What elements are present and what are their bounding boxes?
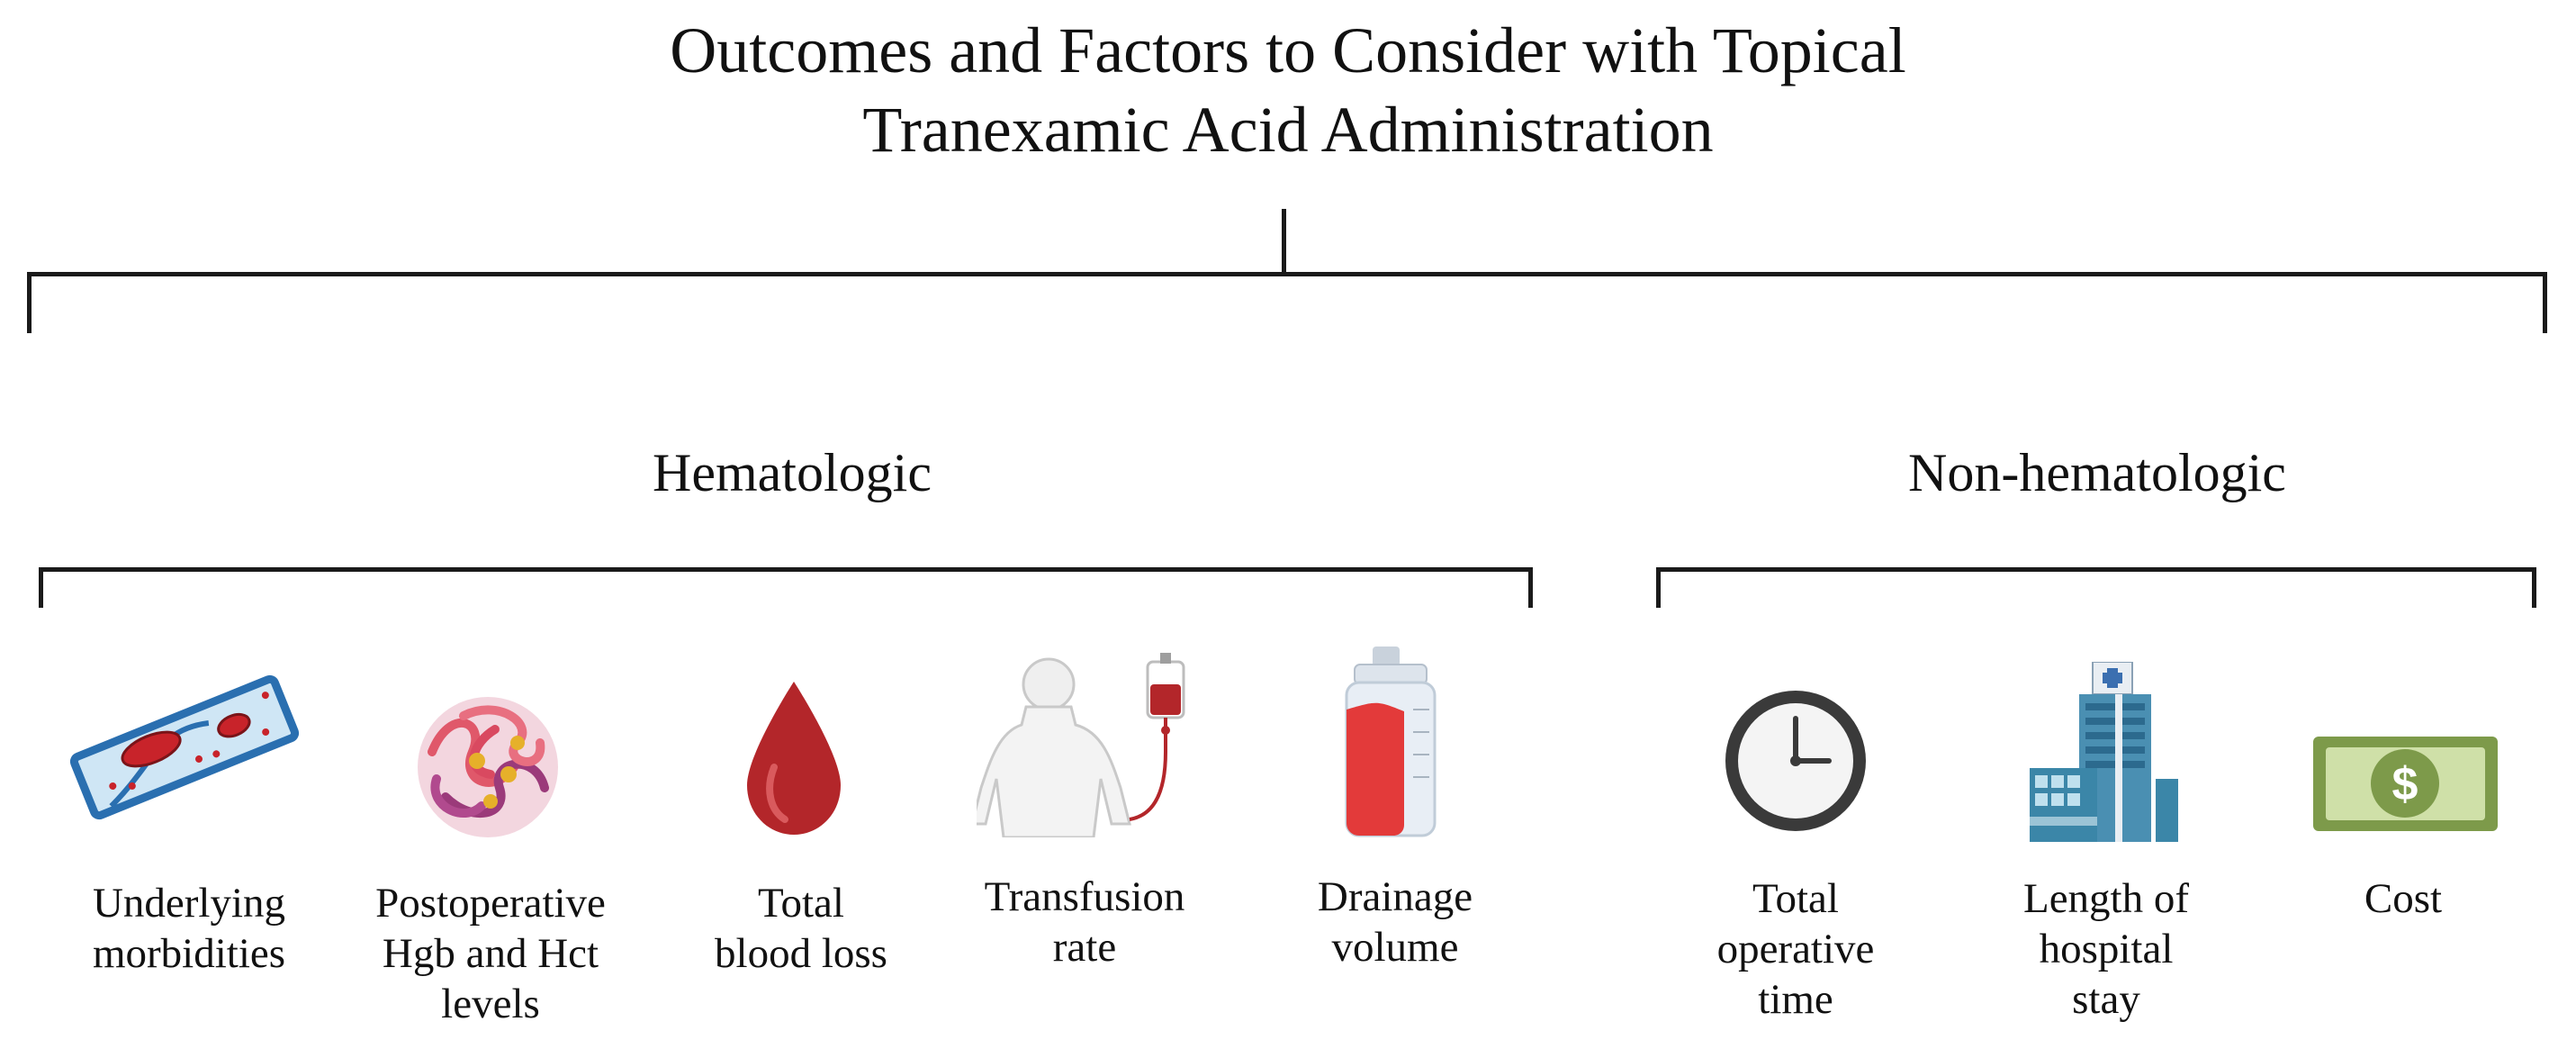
top-bracket-right-leg bbox=[2543, 272, 2547, 333]
dollar-bill-icon bbox=[2313, 737, 2498, 831]
non-hematologic-bracket-right-leg bbox=[2532, 567, 2536, 608]
top-stem bbox=[1282, 209, 1286, 274]
top-bracket-bar bbox=[27, 272, 2547, 276]
diagram-title bbox=[0, 11, 2576, 169]
drainage-bag-icon bbox=[1341, 647, 1440, 840]
hematologic-bracket-left-leg bbox=[39, 567, 43, 608]
hematologic-bracket-right-leg bbox=[1528, 567, 1533, 608]
hemoglobin-icon bbox=[410, 689, 567, 846]
non-hematologic-bracket-bar bbox=[1656, 567, 2536, 572]
blood-vessel-icon bbox=[68, 666, 302, 828]
title-line-1: Outcomes and Factors to Consider with Topical bbox=[670, 14, 1906, 86]
label-total-blood-loss: Total blood loss bbox=[715, 880, 887, 977]
blood-drop-icon bbox=[738, 677, 851, 839]
title-line-2: Tranexamic Acid Administration bbox=[862, 94, 1714, 166]
top-bracket-left-leg bbox=[27, 272, 32, 333]
label-length-of-hospital-stay: Length of hospital stay bbox=[2022, 875, 2190, 1023]
non-hematologic-bracket-left-leg bbox=[1656, 567, 1661, 608]
label-drainage-volume: Drainage volume bbox=[1317, 873, 1473, 971]
label-underlying-morbidities: Underlying morbidities bbox=[92, 880, 286, 977]
label-total-operative-time: Total operative time bbox=[1716, 875, 1875, 1023]
group-heading-hematologic: Hematologic bbox=[653, 443, 932, 502]
label-postoperative-hgb-hct: Postoperative Hgb and Hct levels bbox=[375, 880, 606, 1027]
group-heading-non-hematologic: Non-hematologic bbox=[1908, 443, 2286, 502]
hematologic-bracket-bar bbox=[39, 567, 1533, 572]
transfusion-icon bbox=[977, 653, 1193, 837]
label-transfusion-rate: Transfusion rate bbox=[984, 873, 1185, 971]
svg-text:$: $ bbox=[2391, 758, 2418, 810]
hospital-icon bbox=[2030, 662, 2183, 842]
clock-icon bbox=[1719, 684, 1872, 837]
label-cost: Cost bbox=[2364, 875, 2443, 922]
